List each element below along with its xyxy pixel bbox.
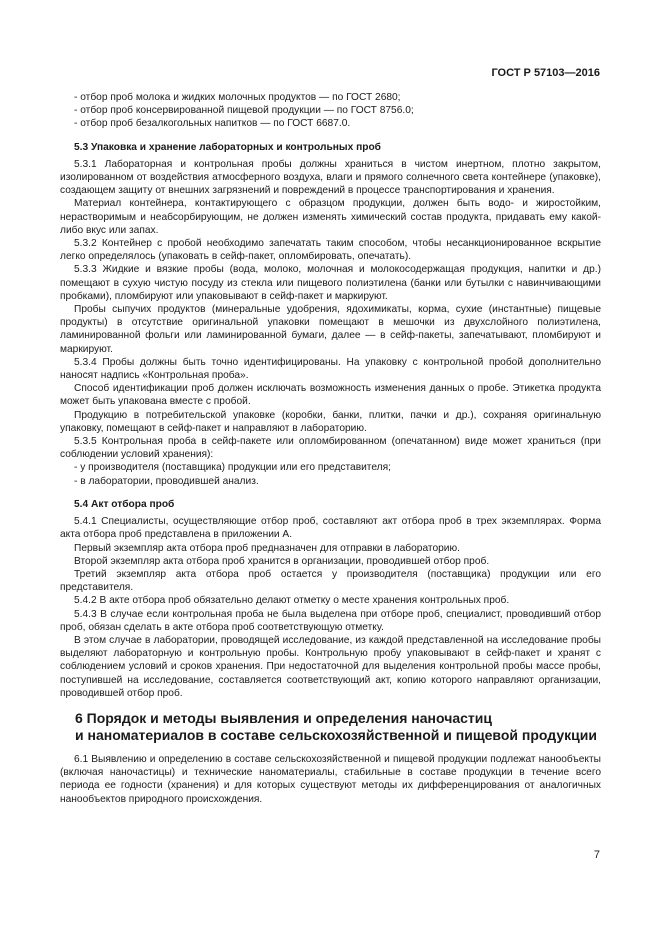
paragraph: 5.3.5 Контрольная проба в сейф-пакете или опломбированном (опечатанном) виде может храниться (при соблюдении условий хранения): (60, 436, 601, 461)
paragraph: Способ идентификации проб должен исключать возможность изменения данных о пробе. Этикетка продукта может быть упакована вместе с пробой. (60, 383, 601, 408)
section-6-heading (60, 710, 601, 744)
page-number: 7 (593, 849, 600, 861)
list-item: - у производителя (поставщика) продукции или его представителя; (74, 462, 391, 474)
paragraph: 6.1 Выявлению и определению в составе сельскохозяйственной и пищевой продукции подлежат нанообъекты (включая наночастицы) и технические наноматериалы, стабильные в составе продукции в течение всего периода ее годности (хранения) и для которых существуют методы их дифференцирования от аналогичных нанообъектов природного происхождения. (60, 753, 601, 805)
document-code: ГОСТ Р 57103—2016 (491, 67, 600, 79)
paragraph: Продукцию в потребительской упаковке (коробки, банки, плитки, пачки и др.), сохраняя оригинальную упаковку, помещают в сейф-пакет и направляют в лабораторию. (60, 409, 601, 434)
list-item: - отбор проб безалкогольных напитков — по ГОСТ 6687.0. (74, 118, 351, 130)
section-5-3-heading: 5.3 Упаковка и хранение лабораторных и контрольных проб (74, 141, 381, 153)
section-6-title-line-2: и наноматериалов в составе сельскохозяйственной и пищевой продукции (75, 726, 597, 743)
list-item: - отбор проб молока и жидких молочных продуктов — по ГОСТ 2680; (74, 92, 401, 103)
section-5-4-heading: 5.4 Акт отбора проб (74, 498, 175, 510)
paragraph: 5.4.2 В акте отбора проб обязательно делают отметку о месте хранения контрольных проб. (74, 595, 510, 607)
list-item: - в лаборатории, проводившей анализ. (74, 475, 259, 487)
section-6-title-line-1: 6 Порядок и методы выявления и определения наночастиц (75, 709, 492, 726)
paragraph: 5.4.3 В случае если контрольная проба не была выделена при отборе проб, специалист, проводивший отбор проб, обязан сделать в акте отбора проб соответствующую отметку. (60, 608, 601, 633)
paragraph: Пробы сыпучих продуктов (минеральные удобрения, ядохимикаты, корма, сухие (инстантные) пищевые продукты) в отсутствие оригинальной упаковки помещают в мешочки из двухслойного полиэтилена, ламинированной фольги или ламинированной бумаги, далее — в сейф-пакеты, запечатывают, пломбируют и маркируют. (60, 304, 601, 355)
paragraph: 5.3.1 Лабораторная и контрольная пробы должны храниться в чистом инертном, плотно закрытом, изолированном от воздействия атмосферного воздуха, влаги и прямого солнечного света контейнере (упаковке), создающем защиту от внешних загрязнений и повреждений в процессе транспортирования и хранения. (60, 158, 601, 197)
paragraph: 5.3.4 Пробы должны быть точно идентифицированы. На упаковку с контрольной пробой дополнительно наносят надпись «Контрольная проба». (60, 356, 601, 382)
paragraph: Третий экземпляр акта отбора проб остается у производителя (поставщика) продукции или его представителя. (60, 568, 601, 594)
paragraph: 5.3.3 Жидкие и вязкие пробы (вода, молоко, молочная и молокосодержащая продукция, напитки и др.) помещают в сухую чистую посуду из стекла или пищевого полиэтилена (банки или бутылки с навинчивающими пробками), пломбируют или упаковывают в сейф-пакет и маркируют. (60, 264, 601, 302)
paragraph: В этом случае в лаборатории, проводящей исследование, из каждой представленной на исследование пробы выделяют лабораторную и контрольную пробы. Контрольную пробу упаковывают в сейф-пакет и хранят с соблюдением условий и сроков хранения. При недостаточной для выделения контрольной пробы массе пробы, поступившей на исследование, составляется соответствующий акт, копию которого направляют организации, проводившей отбор проб. (60, 634, 601, 699)
paragraph: Первый экземпляр акта отбора проб предназначен для отправки в лабораторию. (74, 542, 460, 554)
paragraph: 5.3.2 Контейнер с пробой необходимо запечатать таким способом, чтобы несанкционированное вскрытие легко определялось (упаковать в сейф-пакет, опломбировать, опечатать). (60, 238, 601, 263)
paragraph: Второй экземпляр акта отбора проб хранится в организации, проводившей отбор проб. (74, 555, 490, 567)
page-body (60, 91, 601, 806)
paragraph: Материал контейнера, контактирующего с образцом продукции, должен быть водо- и жиростойким, нерастворимым и неабсорбирующим, не должен изменять химический состав продукта, придавать ему какой-либо вкус или запах. (60, 198, 601, 236)
list-item: - отбор проб консервированной пищевой продукции — по ГОСТ 8756.0; (74, 105, 414, 117)
paragraph: 5.4.1 Специалисты, осуществляющие отбор проб, составляют акт отбора проб в трех экземплярах. Форма акта отбора проб представлена в приложении А. (60, 516, 601, 541)
